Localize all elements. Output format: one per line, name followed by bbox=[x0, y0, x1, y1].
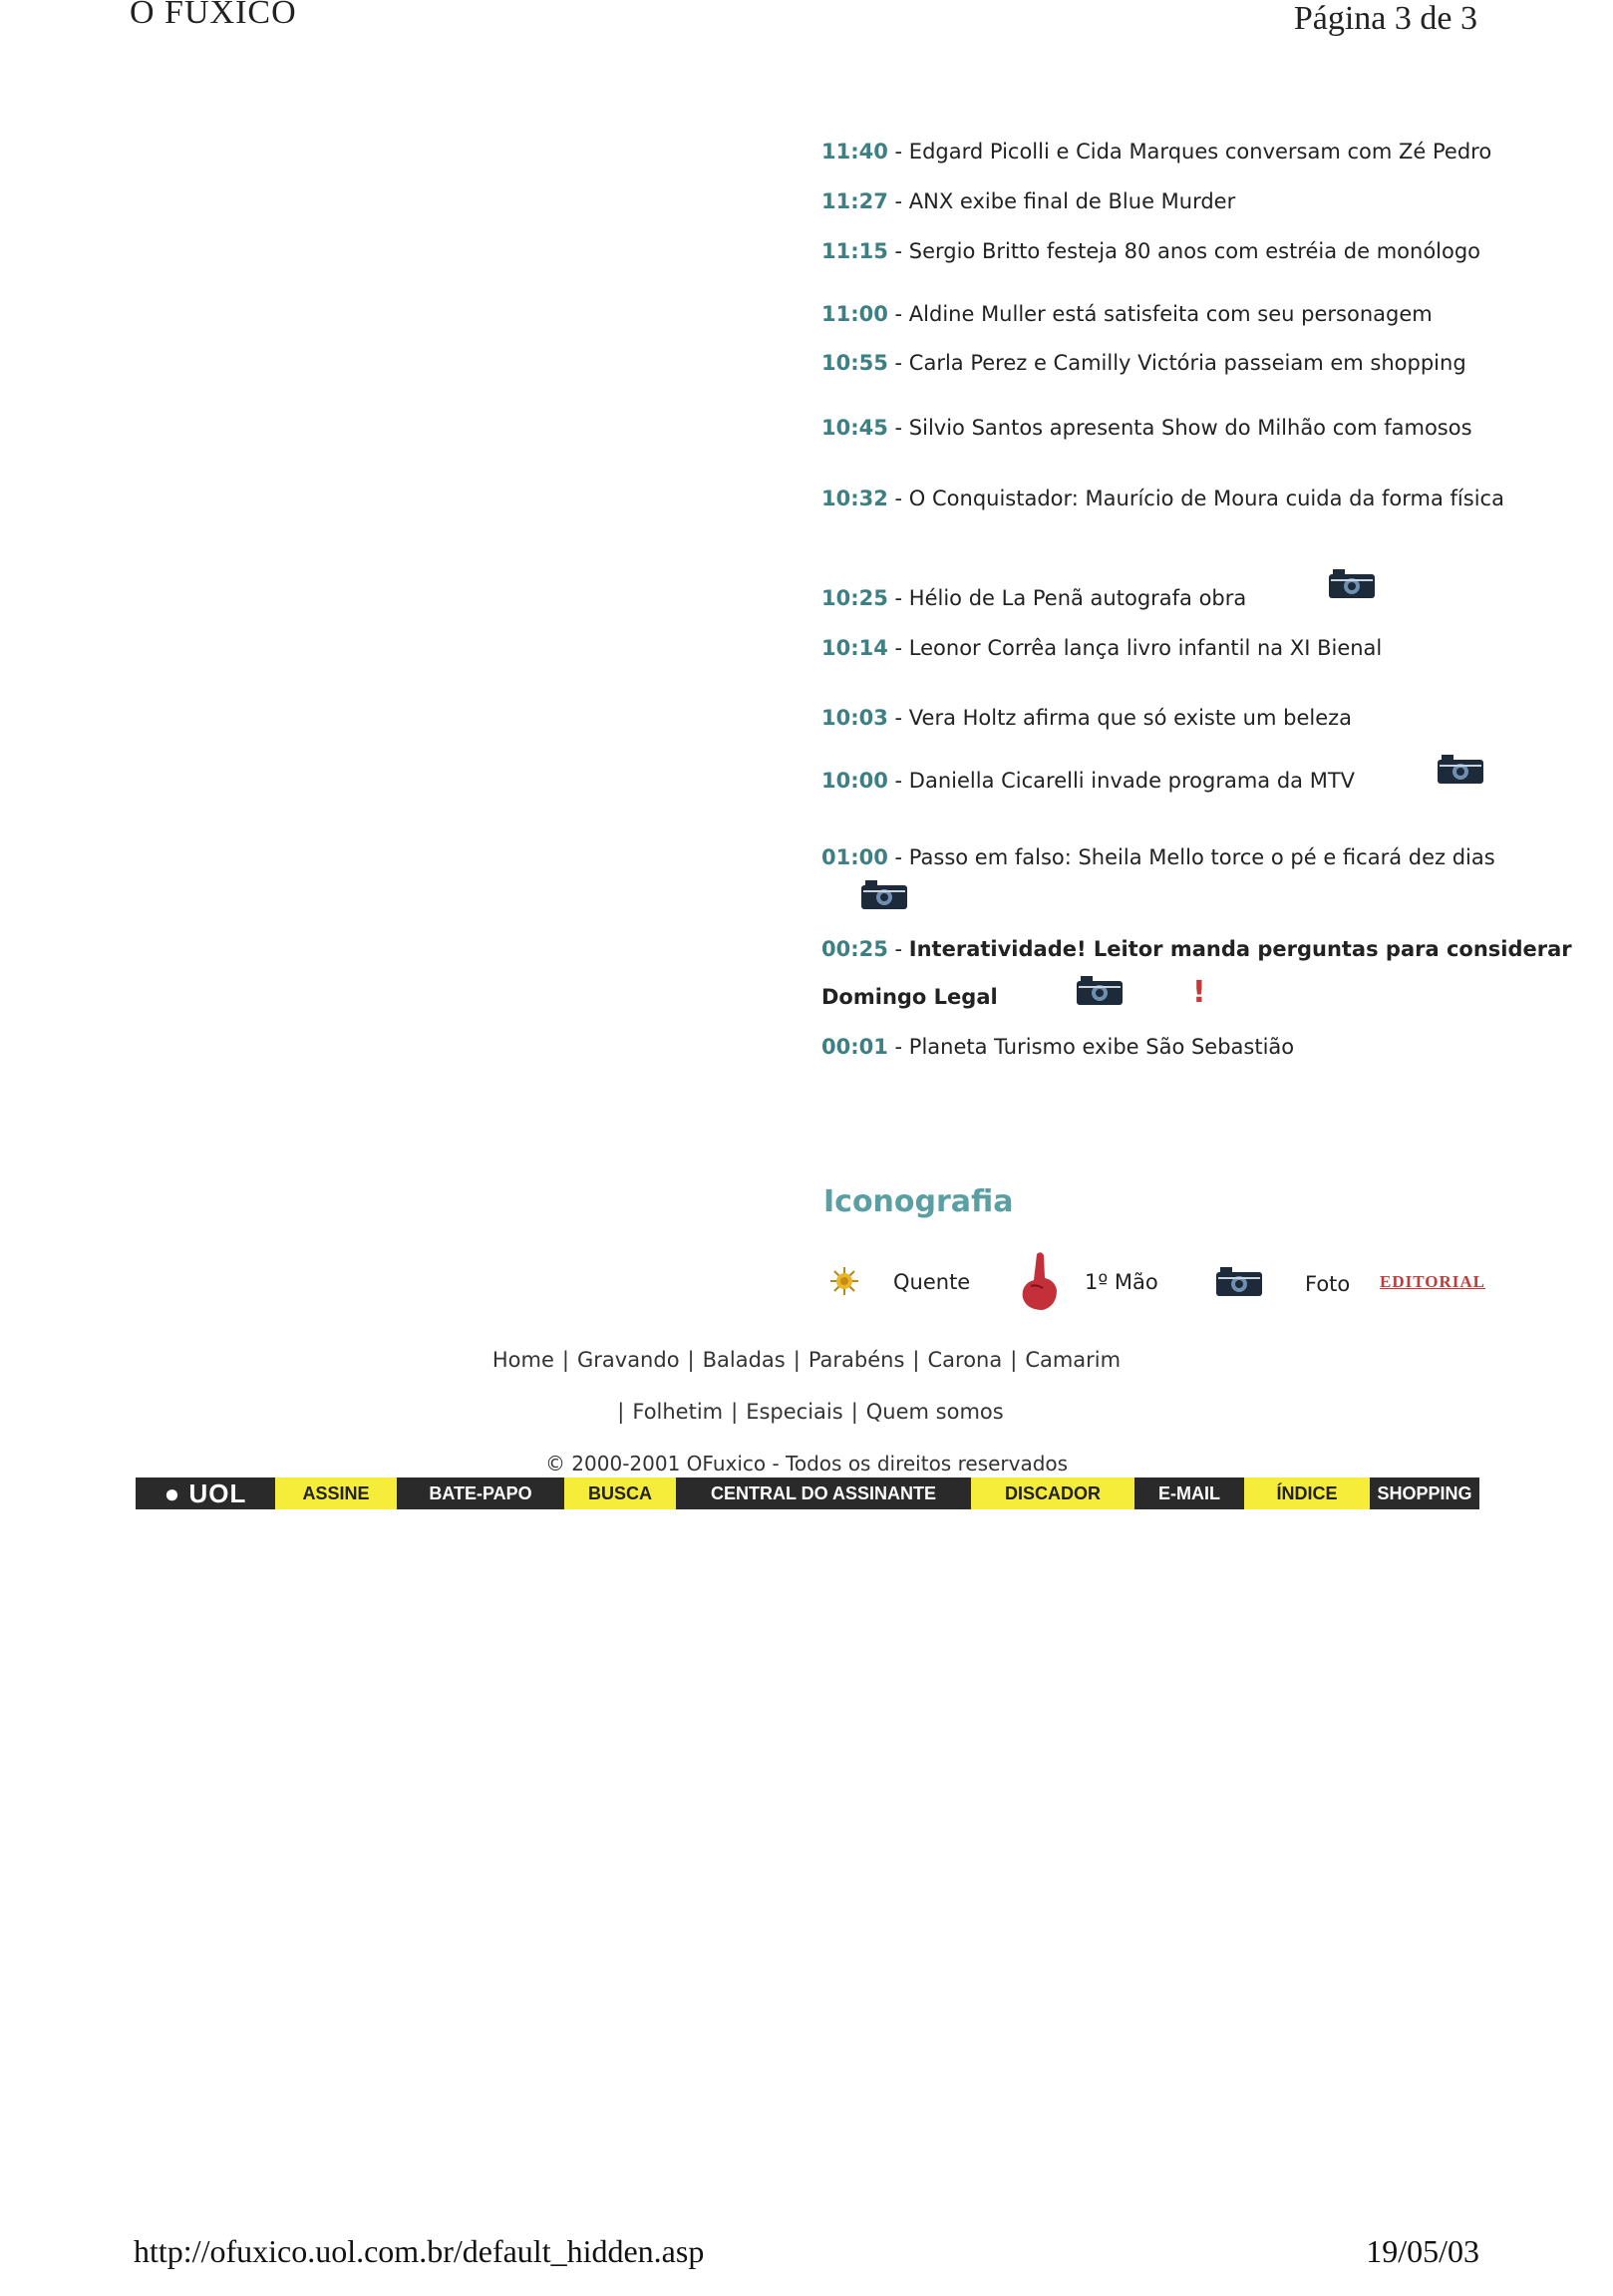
uol-link-busca[interactable]: BUSCA bbox=[564, 1477, 676, 1509]
nav-link-camarim[interactable]: Camarim bbox=[1025, 1348, 1122, 1372]
news-item[interactable] bbox=[821, 586, 1479, 610]
nav-link-especiais[interactable]: Especiais bbox=[746, 1400, 843, 1424]
news-item[interactable] bbox=[821, 416, 1479, 440]
news-separator: - bbox=[887, 239, 909, 263]
news-title[interactable]: Silvio Santos apresenta Show do Milhão com famosos bbox=[908, 416, 1472, 440]
news-item[interactable] bbox=[821, 189, 1479, 213]
nav-separator: | bbox=[617, 1400, 625, 1424]
news-title[interactable]: ANX exibe final de Blue Murder bbox=[908, 189, 1236, 213]
uol-logo[interactable]: ● UOL bbox=[136, 1477, 275, 1509]
news-item[interactable] bbox=[821, 487, 1504, 510]
nav-separator: | bbox=[912, 1348, 920, 1372]
news-title[interactable]: Aldine Muller está satisfeita com seu personagem bbox=[908, 302, 1433, 326]
uol-logo-text: UOL bbox=[188, 1478, 247, 1508]
news-time: 10:25 bbox=[821, 586, 888, 610]
exclamation-icon: ! bbox=[1192, 975, 1206, 1010]
news-time: 10:03 bbox=[821, 706, 888, 730]
legend-label-foto: Foto bbox=[1305, 1272, 1351, 1296]
news-title[interactable]: Vera Holtz afirma que só existe um beleza bbox=[908, 706, 1353, 730]
news-time: 10:14 bbox=[821, 636, 888, 660]
news-time: 10:55 bbox=[821, 351, 888, 375]
uol-toolbar bbox=[136, 1477, 1479, 1509]
news-title[interactable]: Leonor Corrêa lança livro infantil na XI Bienal bbox=[908, 636, 1383, 660]
news-item[interactable] bbox=[821, 1035, 1479, 1059]
nav-link-carona[interactable]: Carona bbox=[927, 1348, 1003, 1372]
news-separator: - bbox=[887, 636, 909, 660]
nav-separator: | bbox=[731, 1400, 739, 1424]
news-title[interactable]: Carla Perez e Camilly Victória passeiam em shopping bbox=[908, 351, 1466, 375]
camera-icon[interactable] bbox=[1075, 973, 1125, 1007]
news-title[interactable]: Edgard Picolli e Cida Marques conversam com Zé Pedro bbox=[908, 140, 1492, 164]
uol-link-shopping[interactable]: SHOPPING bbox=[1370, 1477, 1479, 1509]
nav-link-parabens[interactable]: Parabéns bbox=[807, 1348, 905, 1372]
news-item[interactable] bbox=[821, 937, 1572, 961]
news-item[interactable] bbox=[821, 706, 1479, 730]
news-title[interactable]: Passo em falso: Sheila Mello torce o pé e ficará dez dias bbox=[908, 845, 1495, 869]
nav-link-quem-somos[interactable]: Quem somos bbox=[865, 1400, 1004, 1424]
iconografia-heading: Iconografia bbox=[823, 1184, 1014, 1219]
camera-icon[interactable] bbox=[859, 877, 909, 911]
news-title[interactable]: Planeta Turismo exibe São Sebastião bbox=[908, 1035, 1295, 1059]
news-time: 11:15 bbox=[821, 239, 888, 263]
news-separator: - bbox=[887, 769, 909, 793]
news-time: 00:25 bbox=[821, 937, 888, 961]
news-title[interactable]: Interatividade! Leitor manda perguntas para considerar bbox=[908, 937, 1572, 961]
news-time: 11:00 bbox=[821, 302, 888, 326]
news-separator: - bbox=[887, 416, 909, 440]
news-time: 11:27 bbox=[821, 189, 888, 213]
nav-separator: | bbox=[1010, 1348, 1018, 1372]
page-number: Página 3 de 3 bbox=[1293, 0, 1477, 37]
uol-link-indice[interactable]: ÍNDICE bbox=[1244, 1477, 1370, 1509]
news-separator: - bbox=[887, 140, 909, 164]
site-name: O FUXICO bbox=[130, 0, 297, 31]
news-time: 00:01 bbox=[821, 1035, 888, 1059]
nav-separator: | bbox=[850, 1400, 858, 1424]
news-item[interactable] bbox=[821, 351, 1479, 375]
copyright-text: © 2000-2001 OFuxico - Todos os direitos reservados bbox=[544, 1452, 1069, 1476]
news-separator: - bbox=[887, 487, 909, 510]
page-url: http://ofuxico.uol.com.br/default_hidden.asp bbox=[134, 2233, 705, 2269]
news-item[interactable] bbox=[821, 239, 1479, 263]
news-separator: - bbox=[887, 845, 909, 869]
uol-link-discador[interactable]: DISCADOR bbox=[971, 1477, 1134, 1509]
news-separator: - bbox=[887, 302, 909, 326]
news-title[interactable]: Hélio de La Penã autografa obra bbox=[908, 586, 1247, 610]
pointing-hand-icon bbox=[1017, 1250, 1061, 1312]
nav-separator: | bbox=[561, 1348, 569, 1372]
nav-separator: | bbox=[793, 1348, 801, 1372]
uol-link-email[interactable]: E-MAIL bbox=[1134, 1477, 1244, 1509]
news-title[interactable]: O Conquistador: Maurício de Moura cuida da forma física bbox=[908, 487, 1504, 510]
camera-icon[interactable] bbox=[1327, 566, 1377, 600]
news-item[interactable] bbox=[821, 845, 1495, 869]
editorial-stamp-icon: EDITORIAL bbox=[1380, 1272, 1485, 1291]
news-title[interactable]: Sergio Britto festeja 80 anos com estréia de monólogo bbox=[908, 239, 1481, 263]
camera-icon bbox=[1214, 1264, 1264, 1298]
sun-icon bbox=[829, 1266, 859, 1296]
news-time: 01:00 bbox=[821, 845, 888, 869]
news-item[interactable] bbox=[821, 140, 1492, 164]
news-title[interactable]: Daniella Cicarelli invade programa da MTV bbox=[908, 769, 1356, 793]
nav-link-baladas[interactable]: Baladas bbox=[702, 1348, 786, 1372]
uol-link-bate-papo[interactable]: BATE-PAPO bbox=[397, 1477, 564, 1509]
news-time: 10:32 bbox=[821, 487, 888, 510]
news-separator: - bbox=[887, 351, 909, 375]
uol-link-central-do-assinante[interactable]: CENTRAL DO ASSINANTE bbox=[676, 1477, 971, 1509]
news-separator: - bbox=[887, 586, 909, 610]
news-item[interactable] bbox=[821, 769, 1479, 793]
legend-label-primeira-mao: 1º Mão bbox=[1085, 1270, 1158, 1294]
camera-icon[interactable] bbox=[1436, 752, 1485, 786]
news-separator: - bbox=[887, 706, 909, 730]
news-title-continuation[interactable]: Domingo Legal bbox=[821, 985, 998, 1009]
news-time: 10:00 bbox=[821, 769, 888, 793]
footer-nav-row-2 bbox=[0, 1400, 1613, 1424]
news-separator: - bbox=[887, 937, 909, 961]
legend-label-quente: Quente bbox=[893, 1270, 971, 1294]
news-item[interactable] bbox=[821, 636, 1479, 660]
news-time: 10:45 bbox=[821, 416, 888, 440]
print-date: 19/05/03 bbox=[1366, 2233, 1479, 2269]
news-item[interactable] bbox=[821, 302, 1479, 326]
news-time: 11:40 bbox=[821, 140, 888, 164]
nav-separator: | bbox=[687, 1348, 695, 1372]
uol-link-assine[interactable]: ASSINE bbox=[275, 1477, 397, 1509]
news-separator: - bbox=[887, 189, 909, 213]
nav-link-gravando[interactable]: Gravando bbox=[576, 1348, 680, 1372]
footer-nav-row-1 bbox=[0, 1348, 1613, 1372]
nav-link-home[interactable]: Home bbox=[491, 1348, 554, 1372]
news-separator: - bbox=[887, 1035, 909, 1059]
nav-link-folhetim[interactable]: Folhetim bbox=[632, 1400, 724, 1424]
